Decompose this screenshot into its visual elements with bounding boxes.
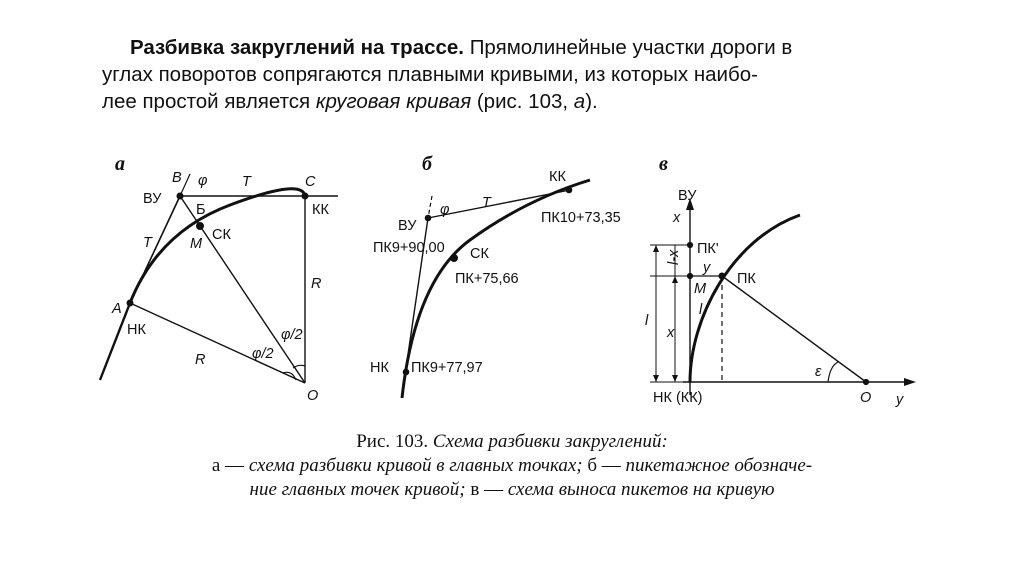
tangent-b-extension [428,196,432,218]
caption-emphasis: ние главных точек кривой; [249,479,466,500]
panel-label-b: б [422,153,432,175]
caption-line-3 [0,478,1024,502]
labels-v [645,153,904,408]
label-vu: ВУ [143,191,162,207]
point-pk-prime [687,242,692,247]
label-l-left: l [645,313,649,329]
figure-caption [0,430,1024,502]
label-y-small: y [703,260,711,276]
label-pk9a: ПК9+90,00 [373,240,445,256]
point-o [863,379,868,384]
figure-svg [0,140,1024,430]
angle-arc-right [293,365,305,368]
label-b-cyr: Б [196,202,206,218]
label-r-right: R [311,276,322,292]
paragraph-line-3 [102,88,922,115]
label-pk-sk: ПК+75,66 [455,271,519,287]
caption-text: в — [465,479,508,500]
label-phi2-bottom: φ/2 [252,346,274,362]
label-m: M [190,236,203,252]
label-l-right: l [699,302,703,318]
label-pk-prime: ПК' [697,241,719,257]
point-nk [127,300,133,306]
caption-emphasis: пикетажное обозначе- [625,455,813,476]
point-m [687,273,692,278]
label-l-minus-x: l-x [666,249,682,265]
label-c: C [305,174,316,190]
label-b-phi: φ [440,202,450,218]
diagram-v [650,198,916,395]
arrow [672,375,678,382]
caption-text: б — [582,455,626,476]
figure-103 [0,140,1024,430]
label-eps: ε [815,364,822,380]
label-t-top: T [242,174,251,190]
label-a: A [112,301,122,317]
label-phi: φ [198,173,208,189]
paragraph-text: лее простой является [102,90,316,113]
label-v-vu: ВУ [678,188,697,204]
point-kk [302,193,308,199]
label-x-axis: x [673,210,681,226]
paragraph-emphasis: а [573,90,586,113]
arrow [672,276,678,283]
axis-y-arrow [904,378,916,386]
label-x-left: x [667,325,675,341]
label-nk-kk: НК (КК) [653,390,703,406]
paragraph-title: Разбивка закруглений на трассе. [130,36,464,59]
caption-emphasis: Схема разбивки закруглений: [432,431,668,452]
paragraph-line-1 [102,34,922,61]
caption-line-1 [0,430,1024,454]
label-b-t: T [482,195,491,211]
label-b-kk: КК [549,169,566,185]
arrow [653,375,659,382]
label-sk: СК [212,227,231,243]
diagram-a [100,174,338,383]
label-phi2-right: φ/2 [281,327,303,343]
caption-emphasis: схема выноса пикетов на кривую [507,479,775,500]
label-v-o: O [860,390,872,406]
paragraph-line-2: углах поворотов сопрягаются плавными кривыми, из которых наибо- [102,63,758,86]
label-m: M [694,281,707,297]
point-sk [197,223,204,230]
panel-label-a: а [115,153,125,175]
label-pk10: ПК10+73,35 [541,210,621,226]
label-kk: КК [312,202,329,218]
label-pk9b: ПК9+77,97 [411,360,483,376]
angle-eps-arc [828,362,838,382]
panel-label-v: в [659,153,668,175]
paragraph-text: ). [585,90,598,113]
point-b-vu [425,215,431,221]
caption-line-2 [0,454,1024,478]
point-b-nk [403,369,409,375]
label-nk: НК [127,322,146,338]
label-o: O [307,388,319,404]
label-b-vu: ВУ [398,218,417,234]
point-vu [177,193,183,199]
label-b-sk: СК [470,246,489,262]
radius-v [722,276,866,382]
intro-paragraph [102,34,922,115]
point-pk [719,273,725,279]
label-r-bottom: R [195,352,206,368]
point-b-kk [566,187,572,193]
arrow [653,245,659,252]
label-b-nk: НК [370,360,389,376]
caption-text: а — [211,455,249,476]
label-t-left: T [143,235,152,251]
label-b-latin: B [172,170,182,186]
paragraph-text: Прямолинейные участки дороги в [464,36,793,59]
caption-emphasis: схема разбивки кривой в главных точках; [248,455,583,476]
labels-b [370,153,621,376]
point-b-sk [451,255,458,262]
caption-text: Рис. 103. [356,431,433,452]
label-pk: ПК [737,271,756,287]
paragraph-emphasis: круговая кривая [315,90,472,113]
paragraph-text: (рис. 103, [471,90,574,113]
label-y-axis: y [896,392,904,408]
